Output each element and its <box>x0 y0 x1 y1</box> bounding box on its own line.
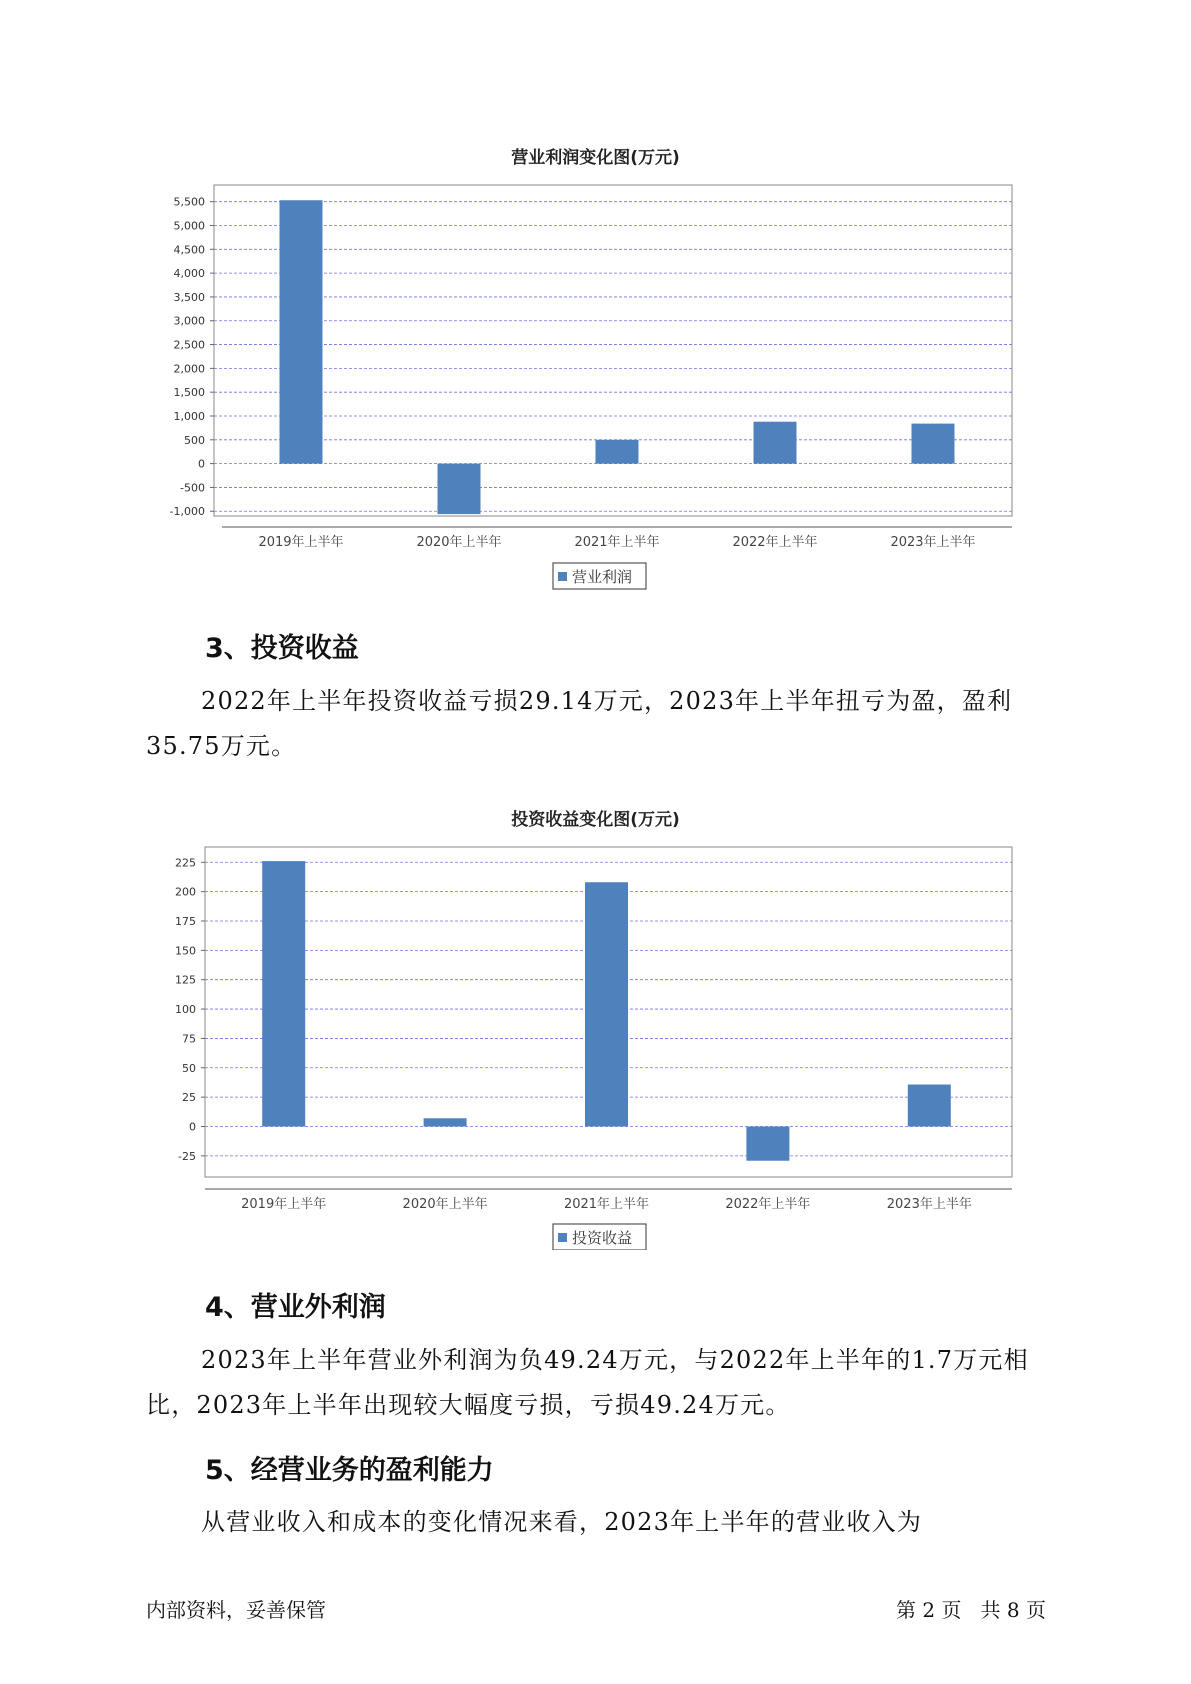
bar <box>280 200 323 463</box>
y-tick-label: -25 <box>178 1149 196 1163</box>
y-tick-label: -1,000 <box>169 505 205 519</box>
y-tick-label: 0 <box>189 1120 196 1134</box>
y-tick-label: 0 <box>198 457 205 471</box>
y-tick-label: 3,500 <box>173 290 205 304</box>
legend <box>553 563 646 589</box>
section-4-heading: 4、营业外利润 <box>205 1292 386 1323</box>
x-category-label: 2023年上半年 <box>890 535 976 550</box>
y-tick-label: 3,000 <box>173 314 205 328</box>
bar <box>596 440 639 464</box>
footer-page-number: 第 2 页 共 8 页 <box>896 1598 1046 1622</box>
y-tick-label: 200 <box>175 885 196 899</box>
legend-label: 投资收益 <box>572 1229 633 1247</box>
y-tick-label: 125 <box>175 973 196 987</box>
y-tick-label: 100 <box>175 1003 196 1017</box>
y-tick-label: 5,000 <box>173 219 205 233</box>
section-3-paragraph: 2022年上半年投资收益亏损29.14万元，2023年上半年扭亏为盈，盈利35.75万元。 <box>146 687 1013 760</box>
legend <box>553 1224 646 1250</box>
x-category-label: 2021年上半年 <box>574 535 660 550</box>
section-4-paragraph: 2023年上半年营业外利润为负49.24万元，与2022年上半年的1.7万元相比，2023年上半年出现较大幅度亏损，亏损49.24万元。 <box>146 1346 1029 1419</box>
y-tick-label: 4,500 <box>173 243 205 257</box>
bar <box>438 464 481 514</box>
bar <box>746 1127 789 1161</box>
bar <box>585 882 628 1126</box>
y-tick-label: 2,000 <box>173 362 205 376</box>
y-tick-label: 1,500 <box>173 386 205 400</box>
y-tick-label: 5,500 <box>173 195 205 209</box>
x-category-label: 2019年上半年 <box>241 1197 327 1212</box>
section-5-paragraph: 从营业收入和成本的变化情况来看，2023年上半年的营业收入为 <box>201 1508 923 1536</box>
investment-income-chart <box>0 835 1191 1250</box>
chart1-title: 营业利润变化图(万元) <box>511 148 680 168</box>
x-category-label: 2020年上半年 <box>416 535 502 550</box>
legend-swatch <box>558 1233 567 1242</box>
x-category-label: 2023年上半年 <box>886 1197 972 1212</box>
chart2-title: 投资收益变化图(万元) <box>511 810 680 830</box>
footer-confidential-note: 内部资料，妥善保管 <box>146 1598 326 1622</box>
section-3-heading: 3、投资收益 <box>205 633 359 664</box>
y-tick-label: 225 <box>175 856 196 870</box>
x-category-label: 2022年上半年 <box>725 1197 811 1212</box>
y-tick-label: 150 <box>175 944 196 958</box>
x-category-label: 2022年上半年 <box>732 535 818 550</box>
y-tick-label: 50 <box>182 1061 196 1075</box>
plot-area <box>214 185 1012 516</box>
bar <box>424 1118 467 1126</box>
y-tick-label: 2,500 <box>173 338 205 352</box>
x-category-label: 2020年上半年 <box>402 1197 488 1212</box>
bar <box>908 1085 951 1127</box>
y-tick-label: 75 <box>182 1032 196 1046</box>
x-category-label: 2021年上半年 <box>563 1197 650 1212</box>
legend-label: 营业利润 <box>572 568 633 586</box>
x-category-label: 2019年上半年 <box>258 535 344 550</box>
bar <box>754 422 797 464</box>
section-5-heading: 5、经营业务的盈利能力 <box>205 1455 494 1486</box>
bar <box>262 861 305 1126</box>
y-tick-label: 4,000 <box>173 267 205 281</box>
operating-profit-chart <box>0 170 1191 600</box>
y-tick-label: 500 <box>184 433 205 447</box>
y-tick-label: 25 <box>182 1091 196 1105</box>
bar <box>912 424 955 464</box>
y-tick-label: -500 <box>180 481 205 495</box>
legend-swatch <box>558 572 567 581</box>
y-tick-label: 175 <box>175 914 196 928</box>
y-tick-label: 1,000 <box>173 409 205 423</box>
